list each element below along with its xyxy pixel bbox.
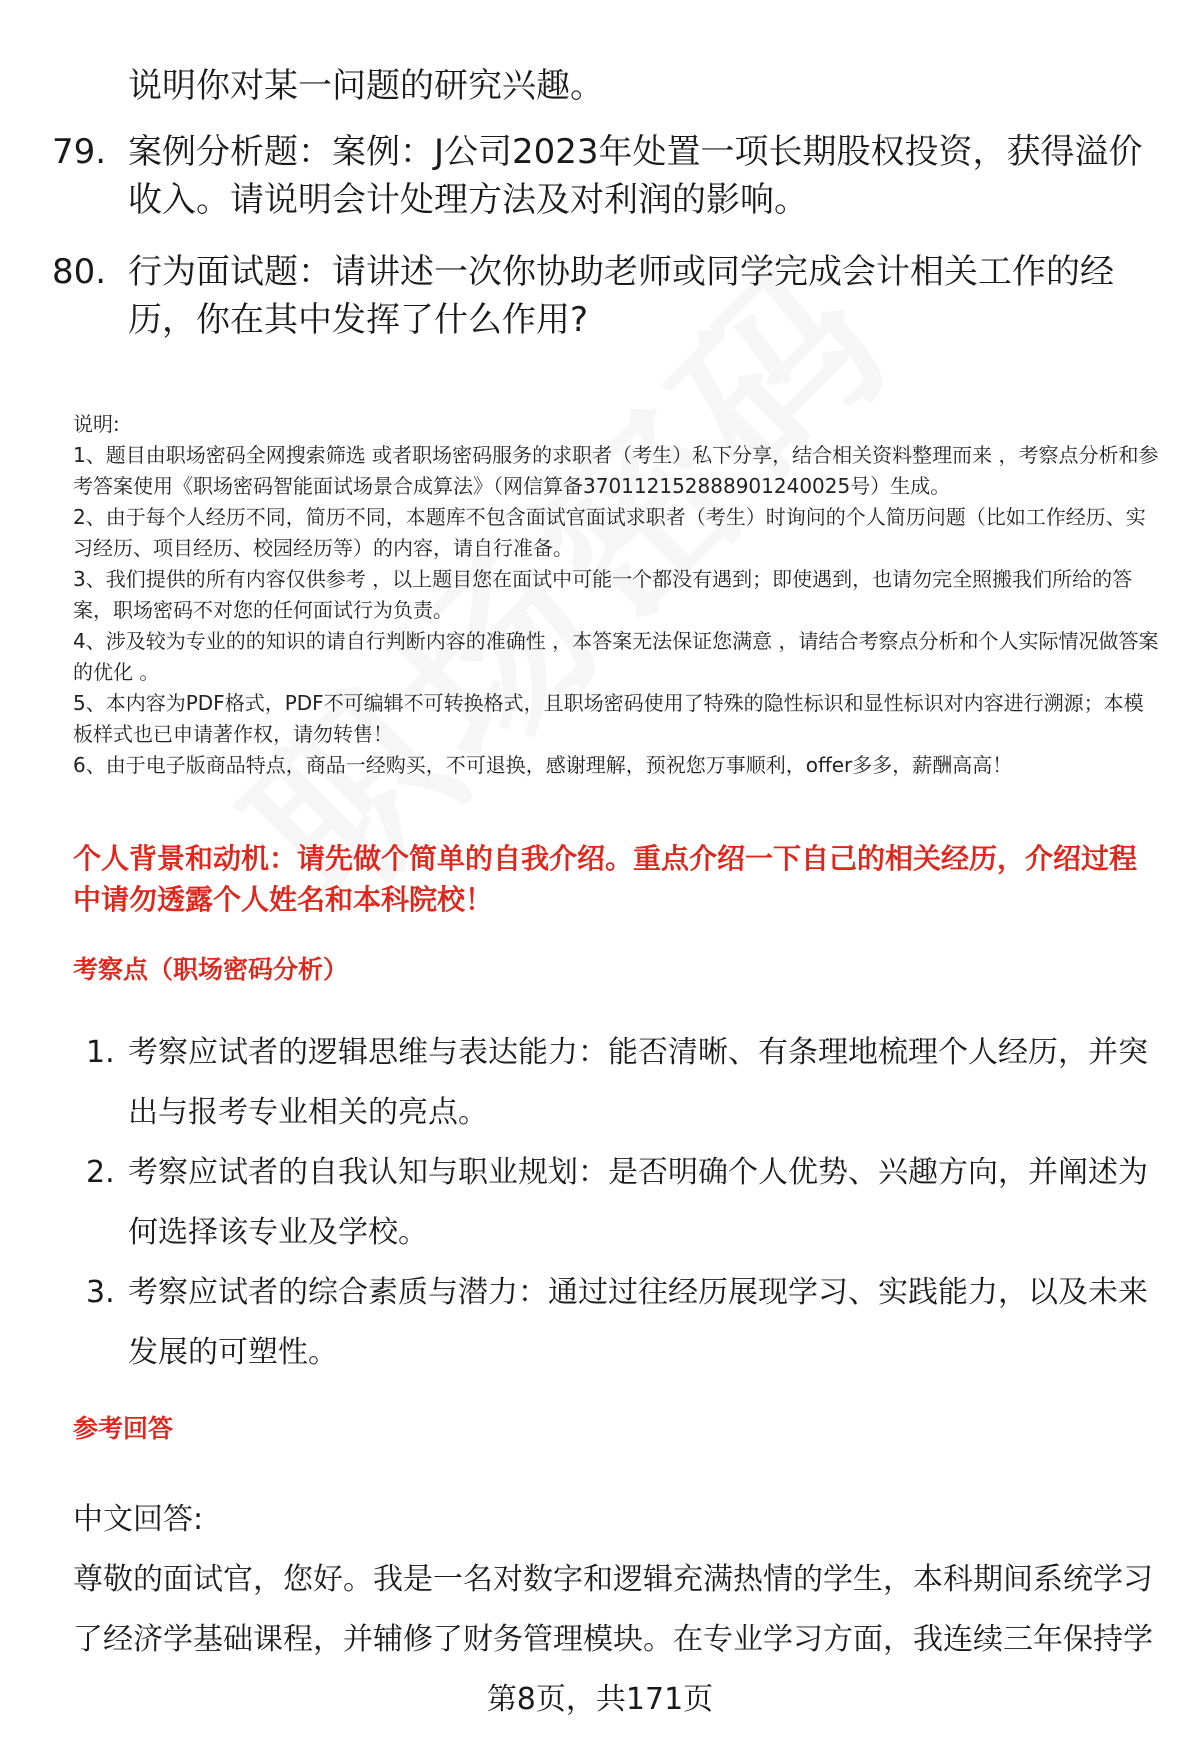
- point-text: 考察应试者的逻辑思维与表达能力：能否清晰、有条理地梳理个人经历，并突出与报考专业相关的亮点。: [128, 1035, 1148, 1130]
- question-number: 79.: [52, 132, 107, 172]
- question-text: 行为面试题：请讲述一次你协助老师或同学完成会计相关工作的经历，你在其中发挥了什么作用?: [128, 252, 1114, 340]
- analysis-points: [72, 1023, 1152, 1383]
- note-item: 2、由于每个人经历不同，简历不同，本题库不包含面试官面试求职者（考生）时询问的个人简历问题（比如工作经历、实习经历、项目经历、校园经历等）的内容，请自行准备。: [73, 505, 1146, 560]
- point-number: 1.: [86, 1035, 115, 1070]
- answer-section: [73, 1490, 1163, 1670]
- reference-heading: 参考回答: [73, 1414, 174, 1443]
- note-item: 4、涉及较为专业的的知识的请自行判断内容的准确性 ，本答案无法保证您满意 ，请结合考察点分析和个人实际情况做答案的优化 。: [73, 629, 1159, 684]
- note-item: 1、题目由职场密码全网搜索筛选 或者职场密码服务的求职者（考生）私下分享，结合相关资料整理而来 ，考察点分析和参考答案使用《职场密码智能面试场景合成算法》（网信算备370112152888901240025号）生成。: [73, 443, 1159, 498]
- question-continuation: 说明你对某一问题的研究兴趣。: [128, 66, 604, 106]
- answer-text: 尊敬的面试官，您好。我是一名对数字和逻辑充满热情的学生，本科期间系统学习了经济学基础课程，并辅修了财务管理模块。在专业学习方面，我连续三年保持学: [73, 1562, 1153, 1657]
- point-text: 考察应试者的综合素质与潜力：通过过往经历展现学习、实践能力，以及未来发展的可塑性。: [128, 1275, 1148, 1370]
- point-number: 3.: [86, 1275, 115, 1310]
- notes-section: [73, 409, 1163, 781]
- analysis-heading: 考察点（职场密码分析）: [73, 955, 349, 984]
- analysis-point: [72, 1023, 1152, 1143]
- question-number: 80.: [52, 252, 107, 292]
- question-79: [52, 128, 1152, 224]
- analysis-point: [72, 1263, 1152, 1383]
- question-80: [52, 248, 1152, 344]
- page-footer: 第8页，共171页: [486, 1682, 714, 1717]
- note-item: 5、本内容为PDF格式，PDF不可编辑不可转换格式，且职场密码使用了特殊的隐性标识和显性标识对内容进行溯源；本模板样式也已申请著作权，请勿转售！: [73, 691, 1144, 746]
- notes-title: 说明:: [73, 412, 120, 436]
- point-number: 2.: [86, 1155, 115, 1190]
- question-text: 案例分析题：案例：J公司2023年处置一项长期股权投资，获得溢价收入。请说明会计处理方法及对利润的影响。: [128, 132, 1143, 220]
- motive-heading: 个人背景和动机：请先做个简单的自我介绍。重点介绍一下自己的相关经历，介绍过程中请勿透露个人姓名和本科院校！: [73, 842, 1138, 916]
- note-item: 6、由于电子版商品特点，商品一经购买，不可退换，感谢理解，预祝您万事顺利，offer多多，薪酬高高！: [73, 753, 1013, 777]
- note-item: 3、我们提供的所有内容仅供参考 ，以上题目您在面试中可能一个都没有遇到；即使遇到，也请勿完全照搬我们所给的答案，职场密码不对您的任何面试行为负责。: [73, 567, 1133, 622]
- point-text: 考察应试者的自我认知与职业规划：是否明确个人优势、兴趣方向，并阐述为何选择该专业及学校。: [128, 1155, 1148, 1250]
- analysis-point: [72, 1143, 1152, 1263]
- answer-label: 中文回答:: [73, 1502, 204, 1537]
